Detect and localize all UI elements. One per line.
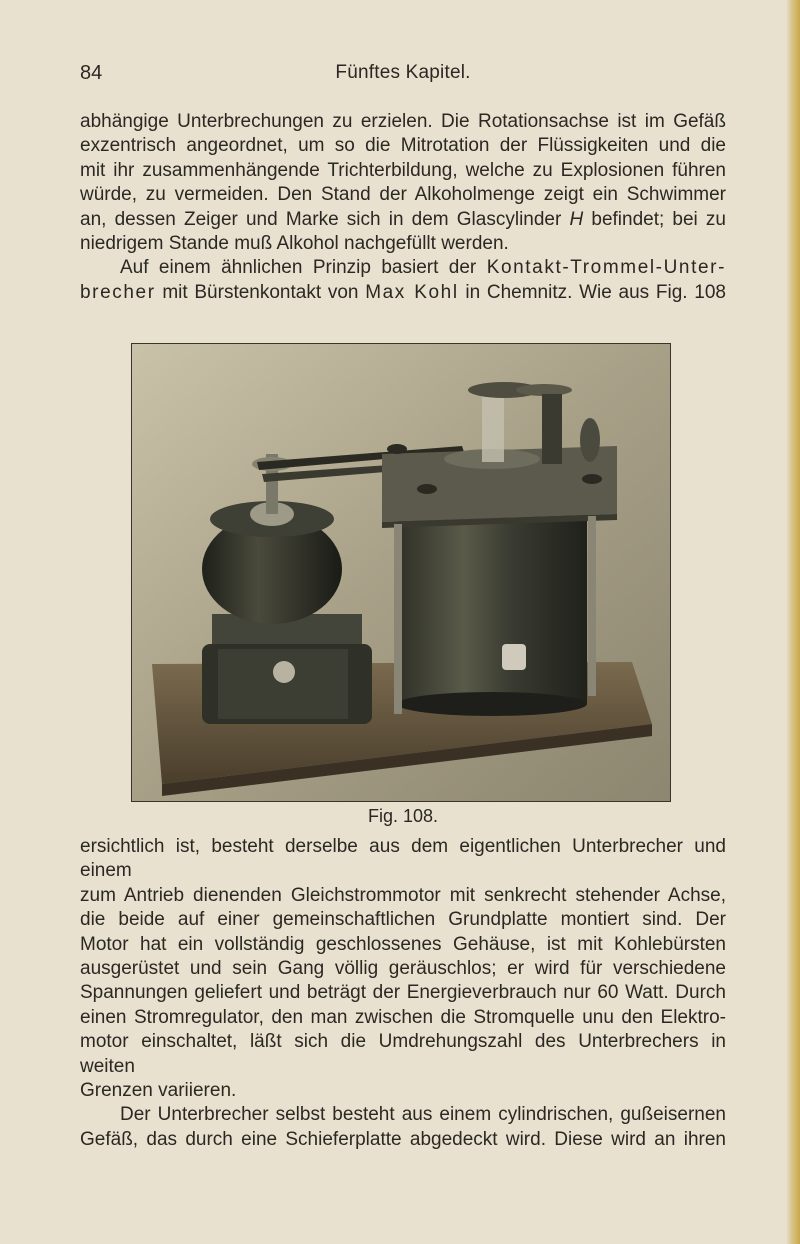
text-span: mit Bürstenkontakt von (162, 281, 359, 303)
paragraph-line (80, 208, 726, 232)
paragraph-line: motor einschaltet, läßt sich die Umdrehungszahl des Unterbrechers in weiten (80, 1031, 726, 1077)
page-edge (786, 0, 800, 1244)
body-text-top (80, 110, 726, 305)
italic-letter: H (569, 208, 584, 230)
paragraph-line: Motor hat ein vollständig geschlossenes Gehäuse, ist mit Kohlebürsten (80, 933, 726, 955)
paragraph-line: die beide auf einer gemeinschaftlichen Grundplatte montiert sind. Der (80, 909, 726, 931)
paragraph-line: zum Antrieb dienenden Gleichstrommotor mit senkrecht stehender Achse, (80, 884, 726, 906)
paragraph-line: ersichtlich ist, besteht derselbe aus dem eigentlichen Unterbrecher und einem (80, 836, 726, 882)
running-title: Fünftes Kapitel. (335, 62, 471, 83)
figure-caption: Fig. 108. (367, 806, 439, 826)
paragraph-line: Der Unterbrecher selbst besteht aus einem cylindrischen, gußeisernen (120, 1104, 726, 1126)
body-text-bottom (80, 835, 726, 1152)
paragraph-line: Gefäß, das durch eine Schieferplatte abgedeckt wird. Diese wird an ihren (80, 1128, 726, 1150)
paragraph-line: ausgerüstet und sein Gang völlig geräuschlos; er wird für verschiedene (80, 958, 726, 980)
figure-photo (131, 343, 671, 802)
text-span: in Chemnitz. Wie aus Fig. 108 (465, 281, 726, 303)
spaced-term: brecher (80, 281, 156, 303)
paragraph-line (80, 256, 726, 280)
paragraph-line: mit ihr zusammenhängende Trichterbildung, welche zu Explosionen führen (80, 159, 726, 181)
paragraph-line (80, 281, 726, 305)
text-span: Auf einem ähnlichen Prinzip basiert der (120, 257, 477, 279)
paragraph-line: Grenzen variieren. (80, 1080, 237, 1102)
paragraph-line: würde, zu vermeiden. Den Stand der Alkoholmenge zeigt ein Schwimmer (80, 184, 726, 206)
paragraph-line: niedrigem Stande muß Alkohol nachgefüllt werden. (80, 233, 509, 255)
text-span: an, dessen Zeiger und Marke sich in dem Glascylinder (80, 208, 562, 230)
spaced-term: Kontakt-Trommel-Unter- (486, 257, 726, 279)
paragraph-line: abhängige Unterbrechungen zu erzielen. Die Rotationsachse ist im Gefäß (80, 111, 726, 132)
page-number: 84 (80, 62, 103, 84)
apparatus-illustration (132, 344, 670, 801)
paragraph-line: einen Stromregulator, den man zwischen die Stromquelle unu den Elektro- (80, 1006, 726, 1028)
spaced-name: Max Kohl (365, 281, 459, 303)
paragraph-line: exzentrisch angeordnet, um so die Mitrotation der Flüssigkeiten und die (80, 135, 726, 157)
text-span: befindet; bei zu (591, 208, 726, 230)
page-header (80, 62, 726, 92)
paragraph-line: Spannungen geliefert und beträgt der Energieverbrauch nur 60 Watt. Durch (80, 982, 726, 1004)
